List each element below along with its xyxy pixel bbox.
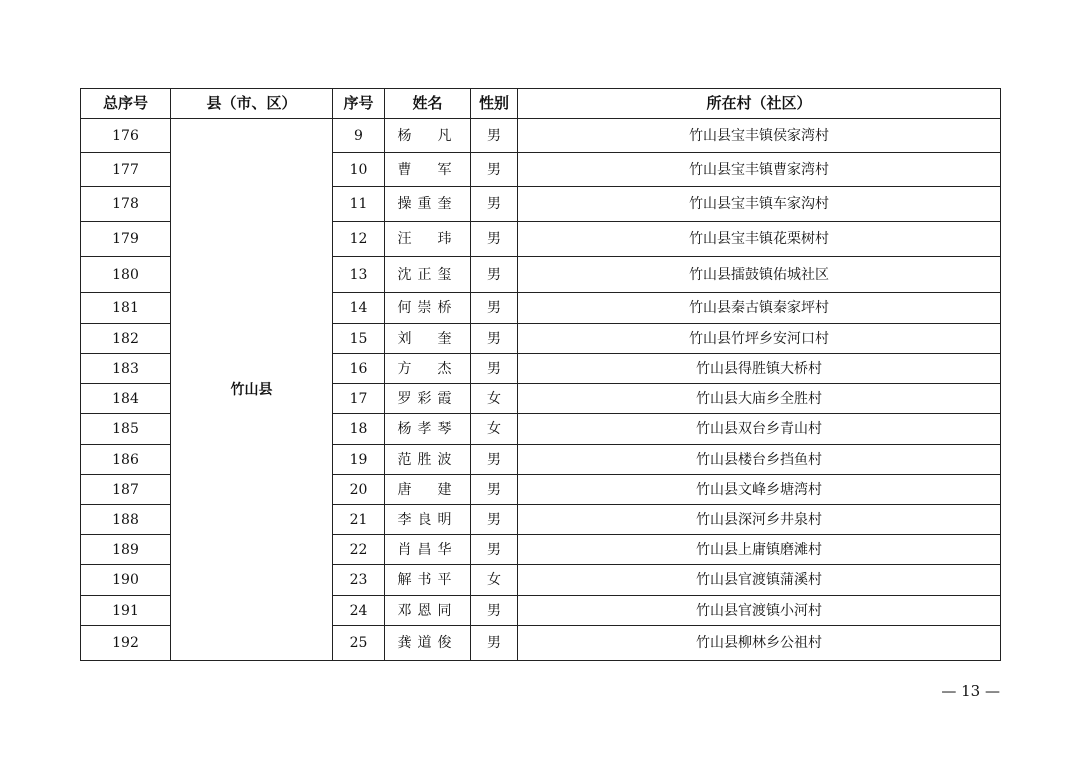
page-number: — 13 — (941, 682, 1000, 700)
total-number-cell: 188 (81, 505, 171, 535)
gender-cell: 男 (471, 222, 518, 257)
sequence-cell: 11 (333, 187, 385, 222)
sequence-cell: 15 (333, 324, 385, 354)
name-cell: 何崇桥 (385, 293, 471, 324)
gender-cell: 男 (471, 505, 518, 535)
village-cell: 竹山县宝丰镇花栗树村 (518, 222, 1001, 257)
sequence-cell: 20 (333, 475, 385, 505)
sequence-cell: 25 (333, 626, 385, 661)
name-cell: 李良明 (385, 505, 471, 535)
sequence-cell: 17 (333, 384, 385, 414)
sequence-cell: 10 (333, 153, 385, 187)
gender-cell: 女 (471, 414, 518, 445)
gender-cell: 男 (471, 535, 518, 565)
total-number-cell: 186 (81, 445, 171, 475)
total-number-cell: 187 (81, 475, 171, 505)
village-cell: 竹山县深河乡井泉村 (518, 505, 1001, 535)
total-number-cell: 179 (81, 222, 171, 257)
roster-body (81, 119, 1001, 661)
total-number-cell: 184 (81, 384, 171, 414)
total-number-cell: 180 (81, 257, 171, 293)
village-cell: 竹山县文峰乡塘湾村 (518, 475, 1001, 505)
gender-cell: 男 (471, 187, 518, 222)
sequence-cell: 12 (333, 222, 385, 257)
total-number-cell: 192 (81, 626, 171, 661)
gender-cell: 男 (471, 119, 518, 153)
village-cell: 竹山县官渡镇蒲溪村 (518, 565, 1001, 596)
sequence-cell: 16 (333, 354, 385, 384)
gender-cell: 男 (471, 293, 518, 324)
village-cell: 竹山县楼台乡挡鱼村 (518, 445, 1001, 475)
name-cell: 杨 凡 (385, 119, 471, 153)
village-cell: 竹山县得胜镇大桥村 (518, 354, 1001, 384)
county-cell: 竹山县 (171, 119, 333, 661)
village-cell: 竹山县竹坪乡安河口村 (518, 324, 1001, 354)
name-cell: 操重奎 (385, 187, 471, 222)
gender-cell: 女 (471, 565, 518, 596)
gender-cell: 男 (471, 153, 518, 187)
gender-cell: 男 (471, 324, 518, 354)
name-cell: 曹 军 (385, 153, 471, 187)
village-cell: 竹山县宝丰镇车家沟村 (518, 187, 1001, 222)
header-county: 县（市、区） (171, 89, 333, 119)
name-cell: 沈正玺 (385, 257, 471, 293)
total-number-cell: 189 (81, 535, 171, 565)
total-number-cell: 185 (81, 414, 171, 445)
table-row (81, 119, 1001, 153)
sequence-cell: 24 (333, 596, 385, 626)
header-gender: 性别 (471, 89, 518, 119)
roster-table (80, 88, 1001, 661)
name-cell: 汪 玮 (385, 222, 471, 257)
sequence-cell: 21 (333, 505, 385, 535)
name-cell: 唐 建 (385, 475, 471, 505)
name-cell: 范胜波 (385, 445, 471, 475)
header-sequence: 序号 (333, 89, 385, 119)
header-total-number: 总序号 (81, 89, 171, 119)
gender-cell: 男 (471, 596, 518, 626)
name-cell: 解书平 (385, 565, 471, 596)
total-number-cell: 182 (81, 324, 171, 354)
sequence-cell: 18 (333, 414, 385, 445)
sequence-cell: 23 (333, 565, 385, 596)
gender-cell: 男 (471, 257, 518, 293)
name-cell: 方 杰 (385, 354, 471, 384)
sequence-cell: 22 (333, 535, 385, 565)
name-cell: 龚道俊 (385, 626, 471, 661)
name-cell: 刘 奎 (385, 324, 471, 354)
village-cell: 竹山县宝丰镇侯家湾村 (518, 119, 1001, 153)
name-cell: 肖昌华 (385, 535, 471, 565)
village-cell: 竹山县上庸镇磨滩村 (518, 535, 1001, 565)
gender-cell: 男 (471, 445, 518, 475)
village-cell: 竹山县双台乡青山村 (518, 414, 1001, 445)
total-number-cell: 178 (81, 187, 171, 222)
header-village: 所在村（社区） (518, 89, 1001, 119)
sequence-cell: 9 (333, 119, 385, 153)
village-cell: 竹山县擂鼓镇佑城社区 (518, 257, 1001, 293)
total-number-cell: 176 (81, 119, 171, 153)
gender-cell: 女 (471, 384, 518, 414)
sequence-cell: 13 (333, 257, 385, 293)
village-cell: 竹山县柳林乡公祖村 (518, 626, 1001, 661)
gender-cell: 男 (471, 354, 518, 384)
gender-cell: 男 (471, 475, 518, 505)
village-cell: 竹山县秦古镇秦家坪村 (518, 293, 1001, 324)
total-number-cell: 190 (81, 565, 171, 596)
total-number-cell: 177 (81, 153, 171, 187)
total-number-cell: 181 (81, 293, 171, 324)
total-number-cell: 191 (81, 596, 171, 626)
sequence-cell: 14 (333, 293, 385, 324)
total-number-cell: 183 (81, 354, 171, 384)
gender-cell: 男 (471, 626, 518, 661)
sequence-cell: 19 (333, 445, 385, 475)
header-row (81, 89, 1001, 119)
name-cell: 杨孝琴 (385, 414, 471, 445)
village-cell: 竹山县官渡镇小河村 (518, 596, 1001, 626)
name-cell: 邓恩同 (385, 596, 471, 626)
header-name: 姓名 (385, 89, 471, 119)
name-cell: 罗彩霞 (385, 384, 471, 414)
village-cell: 竹山县宝丰镇曹家湾村 (518, 153, 1001, 187)
village-cell: 竹山县大庙乡全胜村 (518, 384, 1001, 414)
